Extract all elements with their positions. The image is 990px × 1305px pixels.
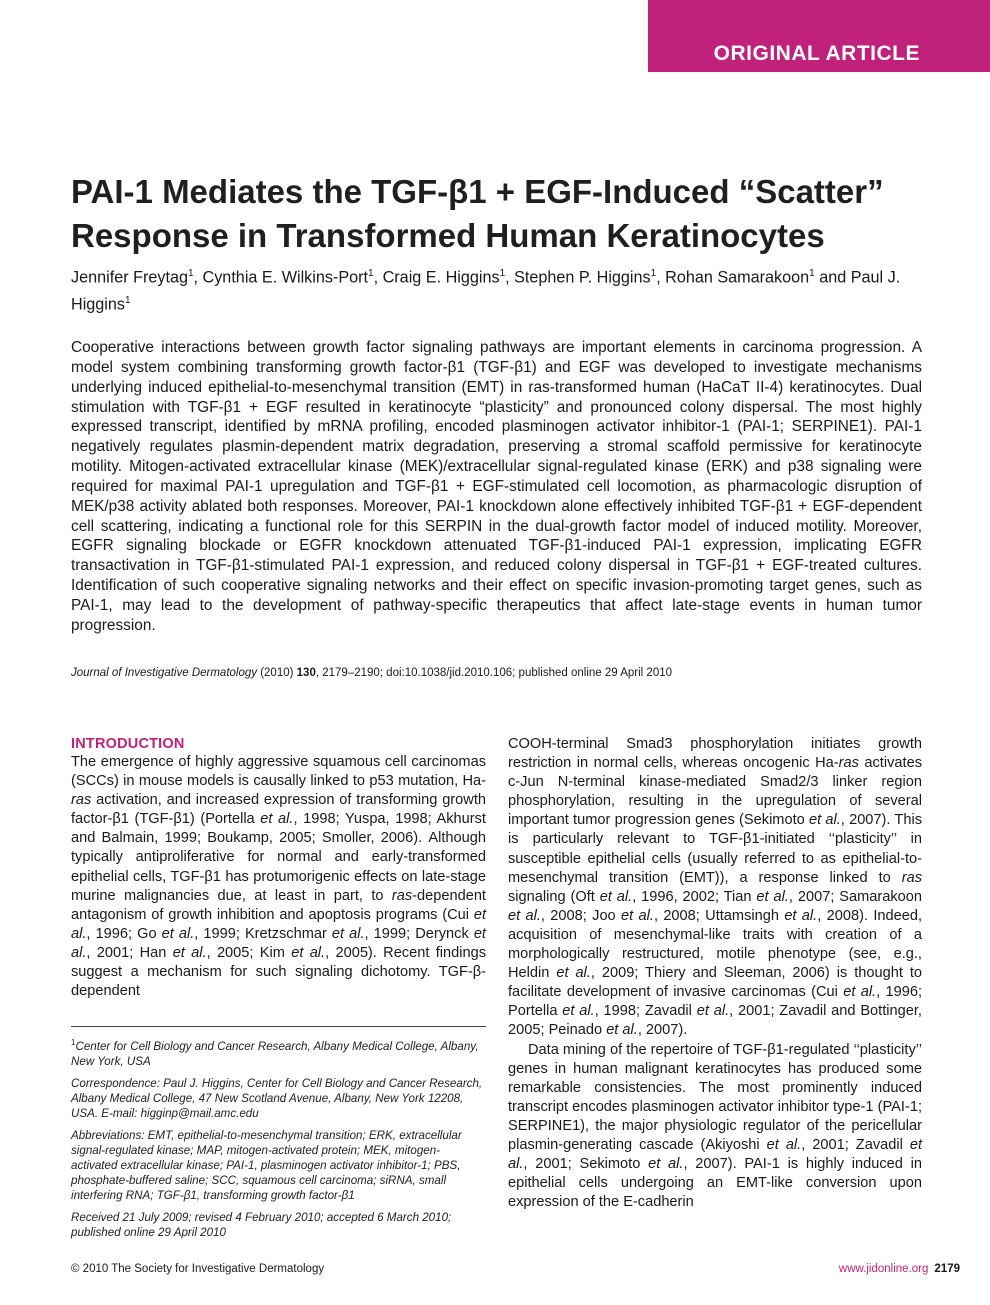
section-heading-introduction: INTRODUCTION — [71, 736, 185, 752]
article-type-banner — [648, 0, 990, 72]
article-type-label: ORIGINAL ARTICLE — [713, 42, 920, 65]
footnote-dates: Received 21 July 2009; revised 4 February 2010; accepted 6 March 2010; published online 29 April 2010 — [71, 1210, 452, 1239]
footnote-affiliation: $^1$Center for Cell Biology and Cancer Research, Albany Medical College, Albany, New York, USA — [71, 1038, 479, 1068]
intro-paragraph-1-continued: COOH-terminal Smad3 phosphorylation initiates growth restriction in normal cells, whereas oncogenic Ha-ras activates c-Jun N-terminal kinase-mediated Smad2/3 linker region phosphorylation, resulting in the upregulation of several important tumor progression genes (Sekimoto et al., 2007). This is particularly relevant to TGF-β1-initiated ‘‘plasticity’’ in susceptible epithelial cells (usually referred to as epithelial-to-mesenchymal transition (EMT)), a response linked to ras signaling (Oft et al., 1996, 2002; Tian et al., 2007; Samarakoon et al., 2008; Joo et al., 2008; Uttamsingh et al., 2008). Indeed, acquisition of mesenchymal-like traits with creation of a morphologically restructured, motile phenotype (see, e.g., Heldin et al., 2009; Thiery and Sleeman, 2006) is thought to facilitate development of invasive carcinomas (Cui et al., 1996; Portella et al., 1998; Zavadil et al., 2001; Zavadil and Bottinger, 2005; Peinado et al., 2007). — [508, 736, 923, 1039]
intro-paragraph-2: Data mining of the repertoire of TGF-β1-regulated ‘‘plasticity’’ genes in human malignant keratinocytes has produced some remarkable consistencies. The most prominently induced transcript encodes plasminogen activator inhibitor type-1 (PAI-1; SERPINE1), the major physiologic regulator of the pericellular plasmin-generating cascade (Akiyoshi et al., 2001; Zavadil et al., 2001; Sekimoto et al., 2007). PAI-1 is highly induced in epithelial cells undergoing an EMT-like conversion upon expression of the E-cadherin — [508, 1041, 922, 1211]
intro-paragraph-1: The emergence of highly aggressive squamous cell carcinomas (SCCs) in mouse models is causally linked to p53 mutation, Ha-ras activation, and increased expression of transforming growth factor-β1 (TGF-β1) (Portella et al., 1998; Yuspa, 1998; Akhurst and Balmain, 1999; Boukamp, 2005; Smoller, 2006). Although typically antiproliferative for normal and early-transformed epithelial cells, TGF-β1 has protumorigenic effects on late-stage murine malignancies due, at least in part, to ras-dependent antagonism of growth inhibition and apoptosis programs (Cui et al., 1996; Go et al., 1999; Kretzschmar et al., 1999; Derynck et al., 2001; Han et al., 2005; Kim et al., 2005). Recent findings suggest a mechanism for such signaling dichotomy. TGF-β-dependent — [71, 754, 487, 1000]
abstract: Cooperative interactions between growth factor signaling pathways are important elements in carcinoma progression. A model system combining transforming growth factor-β1 (TGF-β1) and EGF was developed to investigate mechanisms underlying induced epithelial-to-mesenchymal transition (EMT) in ras-transformed human (HaCaT II-4) keratinocytes. Dual stimulation with TGF-β1 + EGF resulted in keratinocyte “plasticity” and pronounced colony dispersal. The most highly expressed transcript, identified by mRNA profiling, encoded plasminogen activator inhibitor-1 (PAI-1; SERPINE1). PAI-1 negatively regulates plasmin-dependent matrix degradation, preserving a stromal scaffold permissive for keratinocyte motility. Mitogen-activated extracellular kinase (MEK)/extracellular signal-regulated kinase (ERK) and p38 signaling were required for maximal PAI-1 upregulation and TGF-β1 + EGF-stimulated cell locomotion, as pharmacologic disruption of MEK/p38 activity ablated both responses. Moreover, PAI-1 knockdown alone effectively inhibited TGF-β1 + EGF-dependent cell scattering, indicating a functional role for this SERPIN in the dual-growth factor model of induced motility. Moreover, EGFR signaling blockade or EGFR knockdown attenuated TGF-β1-induced PAI-1 expression, implicating EGFR transactivation in TGF-β1-stimulated PAI-1 expression, and reduced colony dispersal in TGF-β1 + EGF-treated cultures. Identification of such cooperative signaling networks and their effect on specific invasion-promoting target genes, such as PAI-1, may lead to the development of pathway-specific therapeutics that affect late-stage events in human tumor progression. — [71, 339, 922, 634]
journal-url-link[interactable]: www.jidonline.org — [838, 1263, 929, 1275]
footnote-correspondence: Correspondence: Paul J. Higgins, Center for Cell Biology and Cancer Research, Albany Medical College, 47 New Scotland Avenue, Albany, New York 12208, USA. E-mail: higginp@mail.amc.edu — [71, 1076, 483, 1120]
footnotes — [71, 1026, 486, 1247]
footnote-abbreviations: Abbreviations: EMT, epithelial-to-mesenchymal transition; ERK, extracellular signal-regulated kinase; MAP, mitogen-activated protein; MEK, mitogen-activated extracellular kinase; PAI-1, plasminogen activator inhibitor-1; PBS, phosphate-buffered saline; SCC, squamous cell carcinoma; siRNA, small interfering RNA; TGF-β1, transforming growth factor-β1 — [71, 1128, 462, 1202]
left-column — [71, 735, 486, 1001]
copyright-notice: © 2010 The Society for Investigative Dermatology — [71, 1263, 325, 1275]
article-title: PAI-1 Mediates the TGF-β1 + EGF-Induced “Scatter” Response in Transformed Human Keratinocytes — [71, 173, 884, 254]
page-number: 2179 — [934, 1263, 960, 1275]
right-column — [508, 735, 922, 1212]
author-list: Jennifer Freytag$^1$, Cynthia E. Wilkins-Port$^1$, Craig E. Higgins$^1$, Stephen P. Higgins$^1$, Rohan Samarakoon$^1$ and Paul J. Higgins$^1$ — [71, 268, 901, 314]
page-footer-right — [839, 1262, 960, 1276]
journal-citation: Journal of Investigative Dermatology (2010) 130, 2179–2190; doi:10.1038/jid.2010.106; published online 29 April 2010 — [71, 667, 673, 679]
